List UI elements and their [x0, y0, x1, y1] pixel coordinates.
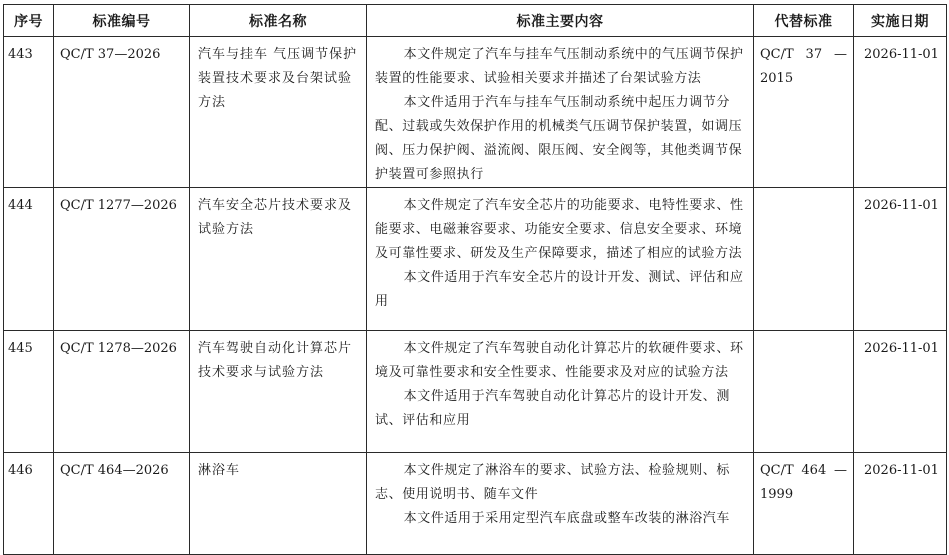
row-content-paragraph: 本文件适用于汽车驾驶自动化计算芯片的设计开发、测试、评估和应用 [375, 389, 730, 428]
row-replaces-cell [754, 331, 854, 453]
row-replaces-number: 37 [805, 47, 823, 62]
row-content-paragraph: 本文件适用于汽车安全芯片的设计开发、测试、评估和应用 [375, 270, 744, 309]
row-replaces-year: 2015 [760, 71, 794, 86]
row-name: 汽车驾驶自动化计算芯片技术要求与试验方法 [198, 341, 353, 380]
row-no-cell [4, 188, 54, 331]
row-date-cell [854, 453, 947, 555]
row-replaces-dash: — [833, 47, 847, 62]
row-replaces-number: 464 [801, 463, 827, 478]
row-content-cell [367, 188, 754, 331]
row-code-cell [54, 453, 190, 555]
row-replaces-cell [754, 453, 854, 555]
row-content-paragraph: 本文件规定了汽车与挂车气压制动系统中的气压调节保护装置的性能要求、试验相关要求并描述了台架试验方法 [375, 47, 744, 86]
header-content: 标准主要内容 [367, 5, 754, 37]
table-row [4, 37, 947, 188]
header-row [4, 5, 947, 37]
row-name-cell [190, 37, 367, 188]
row-date-cell [854, 37, 947, 188]
row-code-cell [54, 188, 190, 331]
row-name: 汽车安全芯片技术要求及试验方法 [198, 198, 353, 237]
row-code-cell [54, 331, 190, 453]
row-content-cell [367, 453, 754, 555]
row-replaces-dash: — [833, 463, 847, 478]
row-date: 2026-11-01 [864, 341, 939, 356]
row-replaces-cell [754, 37, 854, 188]
row-no: 444 [8, 198, 33, 213]
table-row [4, 188, 947, 331]
row-no-cell [4, 331, 54, 453]
row-code: QC/T 1277—2026 [60, 198, 177, 213]
header-name: 标准名称 [190, 5, 367, 37]
row-name-cell [190, 331, 367, 453]
row-content-paragraph: 本文件适用于采用定型汽车底盘或整车改装的淋浴汽车 [403, 511, 730, 526]
row-content-paragraph: 本文件规定了汽车驾驶自动化计算芯片的软硬件要求、环境及可靠性要求和安全性要求、性能要求及对应的试验方法 [375, 341, 744, 380]
row-date-cell [854, 331, 947, 453]
row-content-paragraph: 本文件适用于汽车与挂车气压制动系统中起压力调节分配、过载或失效保护作用的机械类气压调节保护装置，如调压阀、压力保护阀、溢流阀、限压阀、安全阀等，其他类调节保护装置可参照执行 [375, 95, 743, 182]
row-replaces-year: 1999 [760, 487, 794, 502]
row-replaces-cell [754, 188, 854, 331]
row-code: QC/T 464—2026 [60, 463, 169, 478]
row-content-paragraph: 本文件规定了汽车安全芯片的功能要求、电特性要求、性能要求、电磁兼容要求、功能安全要求、信息安全要求、环境及可靠性要求、研发及生产保障要求，描述了相应的试验方法 [375, 198, 744, 261]
row-code: QC/T 37—2026 [60, 47, 161, 62]
row-name: 汽车与挂车 气压调节保护装置技术要求及台架试验方法 [198, 47, 358, 110]
row-code-cell [54, 37, 190, 188]
header-code: 标准编号 [54, 5, 190, 37]
row-name: 淋浴车 [198, 463, 241, 478]
row-date: 2026-11-01 [864, 47, 939, 62]
row-no: 443 [8, 47, 33, 62]
row-code: QC/T 1278—2026 [60, 341, 177, 356]
row-no-cell [4, 37, 54, 188]
row-name-cell [190, 453, 367, 555]
row-no: 446 [8, 463, 33, 478]
row-name-cell [190, 188, 367, 331]
table-row [4, 453, 947, 555]
header-replaces: 代替标准 [754, 5, 854, 37]
standards-table [3, 4, 947, 555]
table-row [4, 331, 947, 453]
row-no-cell [4, 453, 54, 555]
header-no: 序号 [4, 5, 54, 37]
row-date-cell [854, 188, 947, 331]
row-replaces-prefix: QC/T [760, 47, 794, 62]
header-date: 实施日期 [854, 5, 947, 37]
row-content-cell [367, 37, 754, 188]
row-date: 2026-11-01 [864, 463, 939, 478]
row-content-cell [367, 331, 754, 453]
row-replaces-prefix: QC/T [760, 463, 794, 478]
row-date: 2026-11-01 [864, 198, 939, 213]
row-no: 445 [8, 341, 33, 356]
row-content-paragraph: 本文件规定了淋浴车的要求、试验方法、检验规则、标志、使用说明书、随车文件 [375, 463, 730, 502]
